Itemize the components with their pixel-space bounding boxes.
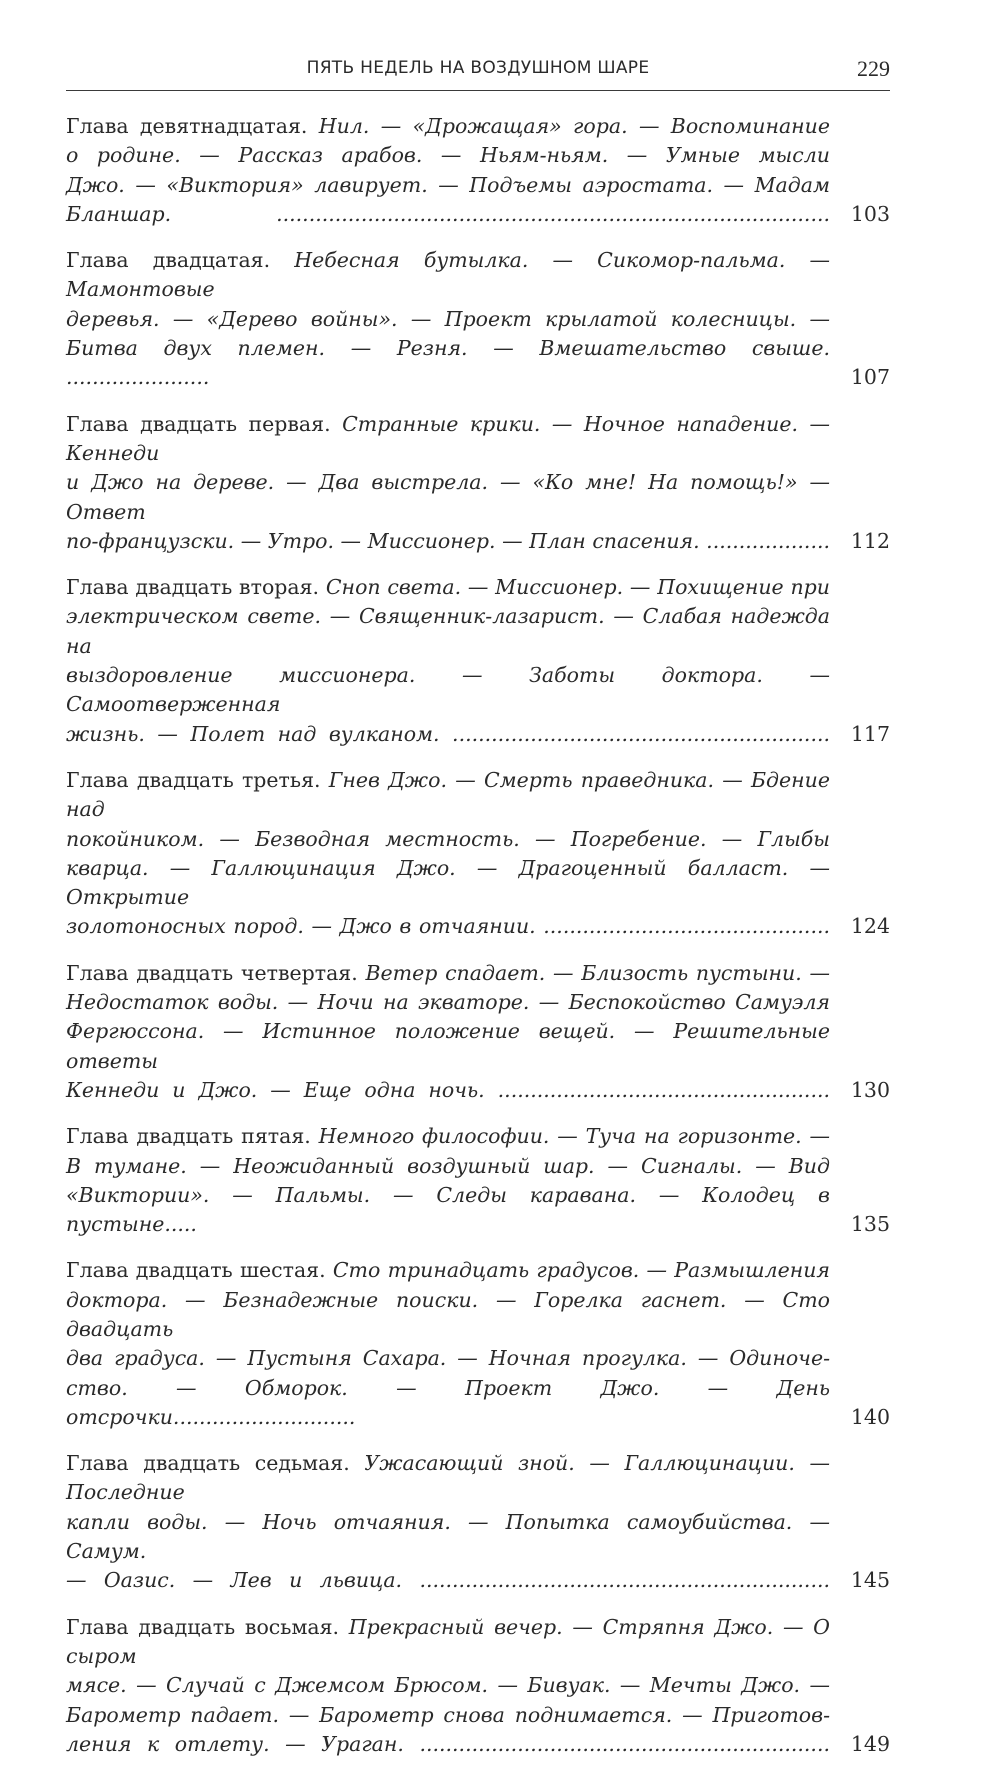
toc-entry-text (66, 1449, 830, 1595)
chapter-label: Глава двадцать четвертая. (66, 960, 358, 985)
toc-line: — Оазис. — Лев и львица. ............................................................... (66, 1568, 830, 1593)
chapter-description: Гнев Джо. — Смерть праведника. — Бдение над (66, 767, 830, 822)
toc-entry-text (66, 410, 830, 556)
toc-line: электрическом свете. — Священник-лазарист. — Слабая надежда на (66, 604, 830, 658)
chapter-label: Глава двадцать вторая. (66, 575, 320, 600)
chapter-label: Глава двадцать пятая. (66, 1124, 311, 1149)
toc-line: Фергюссона. — Истинное положение вещей. — Решительные ответы (66, 1019, 830, 1073)
toc-line: Барометр падает. — Барометр снова поднимается. — Приготов- (66, 1702, 830, 1727)
toc-line: Джо. — «Виктория» лавирует. — Подъемы аэростата. — Мадам (66, 172, 830, 197)
toc-page-number: 124 (850, 914, 890, 939)
toc-page-number: 149 (850, 1731, 890, 1756)
toc-entry-chapter-23[interactable] (66, 766, 890, 942)
toc-entry-text (66, 246, 830, 392)
toc-line (66, 1256, 830, 1285)
chapter-label: Глава двадцать седьмая. (66, 1451, 350, 1476)
chapter-description: Прекрасный вечер. — Стряпня Джо. — О сыром (66, 1614, 830, 1668)
toc-line: Битва двух племен. — Резня. — Вмешательство свыше. ...................... (66, 336, 830, 390)
chapter-description: Сноп света. — Миссионер. — Похищение при (325, 575, 830, 600)
toc-line: доктора. — Безнадежные поиски. — Горелка гаснет. — Сто двадцать (66, 1287, 830, 1341)
toc-line: ления к отлету. — Ураган. ............................................................... (66, 1731, 830, 1756)
toc-line: жизнь. — Полет над вулканом. .......................................................... (66, 721, 830, 746)
toc-line: выздоровление миссионера. — Заботы доктора. — Самоотверженная (66, 663, 830, 717)
toc-page-number: 135 (850, 1212, 890, 1237)
toc-line: Бланшар. ..................................................................................... (66, 201, 830, 226)
toc-line: Кеннеди и Джо. — Еще одна ночь. ................................................... (66, 1077, 830, 1102)
toc-line: В тумане. — Неожиданный воздушный шар. — Сигналы. — Вид (66, 1153, 830, 1178)
toc-line: ство. — Обморок. — Проект Джо. — День отсрочки............................ (66, 1375, 830, 1429)
table-of-contents (66, 112, 890, 1776)
chapter-label: Глава двадцать первая. (66, 411, 331, 436)
toc-line: золотоносных пород. — Джо в отчаянии. ............................................ (66, 914, 830, 939)
toc-line: по-французски. — Утро. — Миссионер. — План спасения. ................... (66, 528, 830, 553)
toc-line: деревья. — «Дерево войны». — Проект крылатой колесницы. — (66, 306, 830, 331)
chapter-description: Странные крики. — Ночное нападение. — Кеннеди (66, 411, 830, 465)
toc-entry-chapter-21[interactable] (66, 410, 890, 556)
toc-line (66, 1613, 830, 1672)
toc-entry-text (66, 573, 830, 749)
toc-line (66, 410, 830, 469)
chapter-label: Глава двадцать третья. (66, 767, 321, 792)
toc-entry-text (66, 112, 830, 229)
toc-line: покойником. — Безводная местность. — Погребение. — Глыбы (66, 826, 830, 851)
toc-entry-chapter-22[interactable] (66, 573, 890, 749)
chapter-description: Ужасающий зной. — Галлюцинации. — Последние (66, 1451, 831, 1505)
toc-line: мясе. — Случай с Джемсом Брюсом. — Бивуак. — Мечты Джо. — (66, 1673, 830, 1698)
toc-line: кварца. — Галлюцинация Джо. — Драгоценный балласт. — Открытие (66, 855, 830, 910)
toc-page-number: 130 (850, 1077, 890, 1102)
chapter-label: Глава двадцатая. (66, 248, 271, 273)
toc-page-number: 107 (850, 365, 890, 390)
chapter-label: Глава двадцать шестая. (66, 1258, 326, 1283)
toc-line: Недостаток воды. — Ночи на экваторе. — Беспокойство Самуэля (66, 990, 830, 1015)
toc-entry-chapter-19[interactable] (66, 112, 890, 229)
toc-page-number: 117 (850, 721, 890, 746)
toc-entry-text (66, 1122, 830, 1239)
toc-page-number: 140 (850, 1404, 890, 1429)
toc-entry-chapter-20[interactable] (66, 246, 890, 392)
toc-entry-text (66, 959, 830, 1105)
toc-entry-text (66, 1256, 830, 1432)
toc-line: о родине. — Рассказ арабов. — Ньям-ньям. — Умные мысли (66, 143, 830, 168)
toc-entry-chapter-27[interactable] (66, 1449, 890, 1595)
toc-line (66, 1449, 830, 1508)
toc-entry-chapter-25[interactable] (66, 1122, 890, 1239)
toc-entry-text (66, 1613, 830, 1759)
chapter-description: Нил. — «Дрожащая» гора. — Воспоминание (318, 114, 831, 138)
toc-line (66, 112, 830, 141)
toc-line: два градуса. — Пустыня Сахара. — Ночная прогулка. — Одиноче- (66, 1346, 830, 1371)
toc-line (66, 246, 830, 305)
chapter-description: Немного философии. — Туча на горизонте. — (318, 1124, 830, 1149)
toc-line (66, 1122, 830, 1151)
toc-page-number: 112 (850, 528, 890, 553)
toc-line: и Джо на дереве. — Два выстрела. — «Ко мне! На помощь!» — Ответ (66, 470, 830, 524)
toc-entry-chapter-28[interactable] (66, 1613, 890, 1759)
toc-page-number: 103 (850, 201, 890, 226)
chapter-description: Небесная бутылка. — Сикомор-пальма. — Мамонтовые (66, 248, 830, 302)
page-header (66, 56, 890, 91)
chapter-label: Глава двадцать восьмая. (66, 1614, 340, 1639)
toc-line (66, 766, 830, 825)
toc-line (66, 573, 830, 602)
toc-entry-chapter-24[interactable] (66, 959, 890, 1105)
toc-line (66, 959, 830, 988)
chapter-description: Сто тринадцать градусов. — Размышления (332, 1258, 830, 1283)
running-title: ПЯТЬ НЕДЕЛЬ НА ВОЗДУШНОМ ШАРЕ (306, 58, 650, 78)
toc-entry-text (66, 766, 830, 942)
toc-page-number: 145 (850, 1568, 890, 1593)
toc-line: «Виктории». — Пальмы. — Следы каравана. — Колодец в пустыне..... (66, 1182, 830, 1237)
chapter-description: Ветер спадает. — Близость пустыни. — (365, 960, 830, 985)
page-number: 229 (857, 56, 890, 81)
toc-line: капли воды. — Ночь отчаяния. — Попытка самоубийства. — Самум. (66, 1509, 830, 1564)
chapter-label: Глава девятнадцатая. (66, 114, 308, 138)
toc-entry-chapter-26[interactable] (66, 1256, 890, 1432)
